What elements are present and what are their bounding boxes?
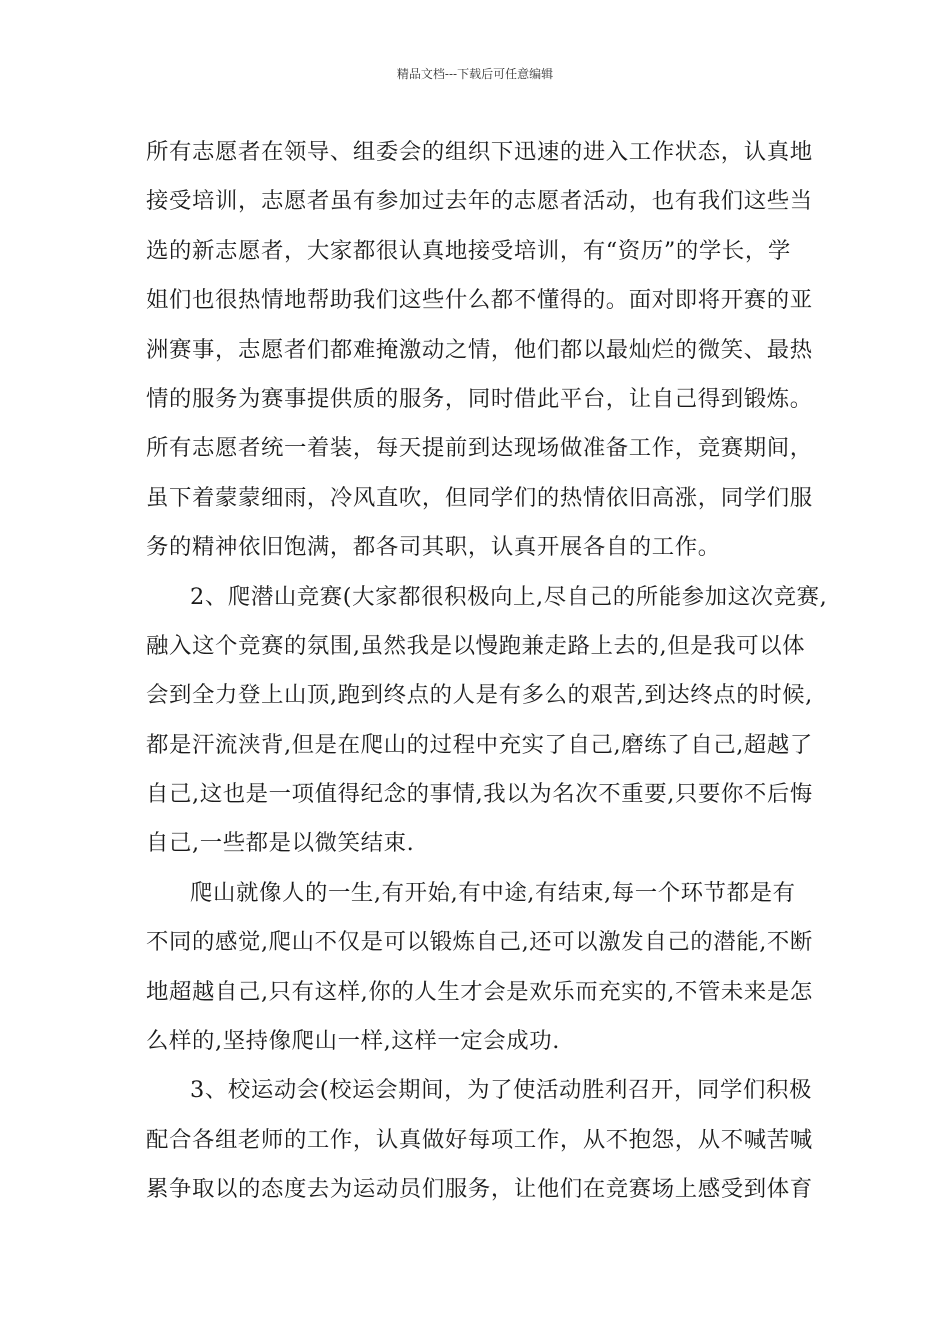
text-line: 接受培训，志愿者虽有参加过去年的志愿者活动，也有我们这些当 bbox=[146, 188, 813, 215]
text-line: 都是汗流浃背,但是在爬山的过程中充实了自己,磨练了自己,超越了 bbox=[146, 731, 813, 758]
text-line: 累争取以的态度去为运动员们服务，让他们在竞赛场上感受到体育 bbox=[146, 1176, 813, 1203]
paragraph-start-line: 2、爬潜山竞赛(大家都很积极向上,尽自己的所能参加这次竞赛, bbox=[190, 583, 828, 610]
text-line: 情的服务为赛事提供质的服务，同时借此平台，让自己得到锻炼。 bbox=[146, 385, 813, 412]
text-line: 融入这个竞赛的氛围,虽然我是以慢跑兼走路上去的,但是我可以体 bbox=[146, 632, 806, 659]
text-line: 不同的感觉,爬山不仅是可以锻炼自己,还可以激发自己的潜能,不断 bbox=[146, 929, 813, 956]
text-line: 虽下着蒙蒙细雨，冷风直吹，但同学们的热情依旧高涨，同学们服 bbox=[146, 484, 813, 511]
text-line: 会到全力登上山顶,跑到终点的人是有多么的艰苦,到达终点的时候, bbox=[146, 682, 813, 709]
paragraph-start-line: 3、校运动会(校运会期间，为了使活动胜利召开，同学们积极 bbox=[190, 1077, 812, 1104]
text-line: 自己,一些都是以微笑结束. bbox=[146, 830, 415, 857]
page-header: 精品文档---下载后可任意编辑 bbox=[396, 67, 554, 81]
text-line: 地超越自己,只有这样,你的人生才会是欢乐而充实的,不管未来是怎 bbox=[146, 978, 813, 1005]
text-line: 姐们也很热情地帮助我们这些什么都不懂得的。面对即将开赛的亚 bbox=[146, 287, 813, 314]
text-line: 所有志愿者在领导、组委会的组织下迅速的进入工作状态，认真地 bbox=[146, 139, 813, 165]
text-line: 选的新志愿者，大家都很认真地接受培训，有“资历”的学长，学 bbox=[146, 237, 791, 264]
text-line: 么样的,坚持像爬山一样,这样一定会成功. bbox=[146, 1028, 560, 1055]
document-body bbox=[146, 131, 828, 1218]
text-line: 洲赛事，志愿者们都难掩激动之情，他们都以最灿烂的微笑、最热 bbox=[146, 336, 813, 363]
text-line: 所有志愿者统一着装，每天提前到达现场做准备工作，竞赛期间， bbox=[146, 435, 813, 462]
text-line: 自己,这也是一项值得纪念的事情,我以为名次不重要,只要你不后悔 bbox=[146, 781, 813, 808]
text-line: 务的精神依旧饱满，都各司其职，认真开展各自的工作。 bbox=[146, 534, 721, 561]
paragraph-start-line: 爬山就像人的一生,有开始,有中途,有结束,每一个环节都是有 bbox=[190, 879, 796, 906]
text-line: 配合各组老师的工作，认真做好每项工作，从不抱怨，从不喊苦喊 bbox=[146, 1126, 813, 1153]
